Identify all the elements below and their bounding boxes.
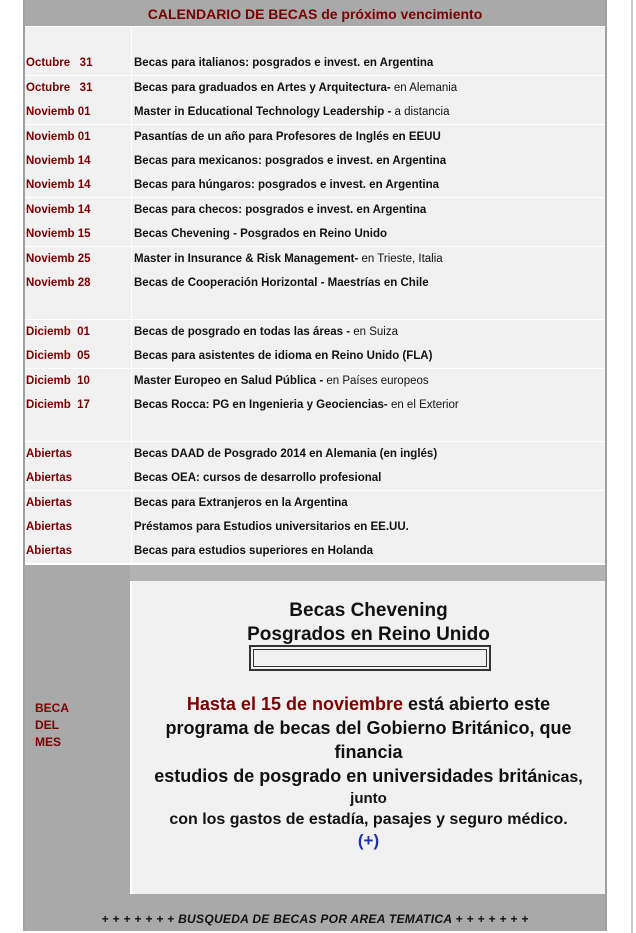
calendar-title: CALENDARIO DE BECAS de próximo vencimiento [25,0,605,26]
calendar-row[interactable] [25,247,605,271]
deadline-date: Octubre 31 [26,82,93,94]
deadline-date: Noviemb 25 [26,253,91,265]
spacer-row [25,417,605,441]
calendar-row[interactable] [25,369,605,393]
deadline-date: Abiertas [26,497,73,509]
scholarship-link[interactable]: Becas para italianos: posgrados e invest. en Argentina [131,51,605,75]
deadline-date [25,27,129,51]
calendar-row[interactable] [25,198,605,222]
scholarship-link[interactable]: Becas OEA: cursos de desarrollo profesional [131,466,605,490]
deadline-date: Diciemb 05 [26,350,90,362]
deadline-date: Noviemb 14 [26,204,91,216]
scholarship-link[interactable]: Becas para Extranjeros en la Argentina [131,491,605,515]
scholarship-link[interactable]: Becas de posgrado en todas las áreas - en Suiza [131,320,605,344]
scholarship-link[interactable]: Pasantías de un año para Profesores de Inglés en EEUU [131,125,605,149]
scholarship-link[interactable]: Becas para húngaros: posgrados e invest. en Argentina [131,173,605,197]
featured-scholarship [25,581,605,894]
scholarship-link[interactable]: Becas para graduados en Artes y Arquitectura- en Alemania [131,76,605,100]
calendar-row[interactable] [25,515,605,539]
calendar-row[interactable] [25,149,605,173]
search-by-area-link[interactable]: + + + + + + + BUSQUEDA DE BECAS POR AREA TEMATICA + + + + + + + [101,912,529,926]
scholarship-calendar-panel [23,0,607,931]
scholarship-link[interactable]: Becas DAAD de Posgrado 2014 en Alemania (en inglés) [131,442,605,466]
scholarship-link [131,27,605,51]
deadline-date [25,417,129,441]
deadline-date: Diciemb 01 [26,326,90,338]
deadline-date: Octubre 31 [26,57,93,69]
deadline-date: Noviemb 28 [26,277,91,289]
spacer-row [25,295,605,319]
calendar-row[interactable] [25,76,605,100]
featured-line-2: programa de becas del Gobierno Británico, que [165,718,572,738]
scholarship-link[interactable]: Master Europeo en Salud Pública - en Países europeos [131,369,605,393]
calendar-row[interactable] [25,271,605,295]
scholarship-link[interactable]: Becas Chevening - Posgrados en Reino Unido [131,222,605,246]
deadline-date: Abiertas [26,545,73,557]
calendar-row[interactable] [25,539,605,563]
featured-content [132,581,605,894]
calendar-row[interactable] [25,173,605,197]
scholarship-link [131,417,605,441]
beca-del-mes-label: BECA DEL MES [35,701,70,749]
more-info-link[interactable]: (+) [357,831,380,850]
featured-title[interactable]: Becas Chevening [289,600,448,621]
deadline-date: Noviemb 01 [26,131,91,143]
calendar-row[interactable] [25,125,605,149]
deadline-date: Abiertas [26,521,73,533]
scholarship-link[interactable]: Becas para asistentes de idioma en Reino Unido (FLA) [131,344,605,368]
featured-deadline: Hasta el 15 de noviembre [186,694,404,714]
scholarship-link[interactable]: Becas para checos: posgrados e invest. en Argentina [131,198,605,222]
scholarship-link [131,295,605,319]
footer-bar [25,894,605,931]
calendar-row[interactable] [25,222,605,246]
featured-subtitle[interactable]: Posgrados en Reino Unido [247,624,490,645]
scholarship-link[interactable]: Becas para mexicanos: posgrados e invest. en Argentina [131,149,605,173]
calendar-row[interactable] [25,100,605,124]
deadline-date: Diciemb 10 [26,375,90,387]
deadline-date: Noviemb 01 [26,106,91,118]
deadline-date [25,295,129,319]
calendar-row[interactable] [25,344,605,368]
scholarship-link[interactable]: Préstamos para Estudios universitarios en EE.UU. [131,515,605,539]
scholarship-link[interactable]: Master in Educational Technology Leadership - a distancia [131,100,605,124]
featured-line-1: Hasta el 15 de noviembre está abierto este [186,694,551,714]
featured-image-box [249,645,491,671]
scholarship-link[interactable]: Becas Rocca: PG en Ingenieria y Geociencias- en el Exterior [131,393,605,417]
featured-side-column [25,581,130,894]
calendar-row[interactable] [25,466,605,490]
scholarship-link[interactable]: Becas para estudios superiores en Holanda [131,539,605,563]
right-edge-line [631,0,633,933]
featured-line-4: estudios de posgrado en universidades británicas, [154,766,583,786]
spacer-row [25,27,605,51]
calendar-row[interactable] [25,442,605,466]
calendar-row[interactable] [25,393,605,417]
featured-line-5: junto [350,790,387,807]
scholarship-link[interactable]: Becas de Cooperación Horizontal - Maestrías en Chile [131,271,605,295]
deadline-date: Noviemb 14 [26,155,91,167]
calendar-row[interactable] [25,51,605,75]
calendar-row[interactable] [25,491,605,515]
deadline-date: Diciemb 17 [26,399,90,411]
deadline-date: Abiertas [26,472,73,484]
section-separator [25,565,605,581]
featured-line-6: con los gastos de estadía, pasajes y seguro médico. [169,811,568,828]
deadline-date: Abiertas [26,448,73,460]
calendar-row[interactable] [25,320,605,344]
featured-line-3: financia [334,742,403,762]
deadline-date: Noviemb 15 [26,228,91,240]
scholarship-link[interactable]: Master in Insurance & Risk Management- en Trieste, Italia [131,247,605,271]
deadline-date: Noviemb 14 [26,179,91,191]
